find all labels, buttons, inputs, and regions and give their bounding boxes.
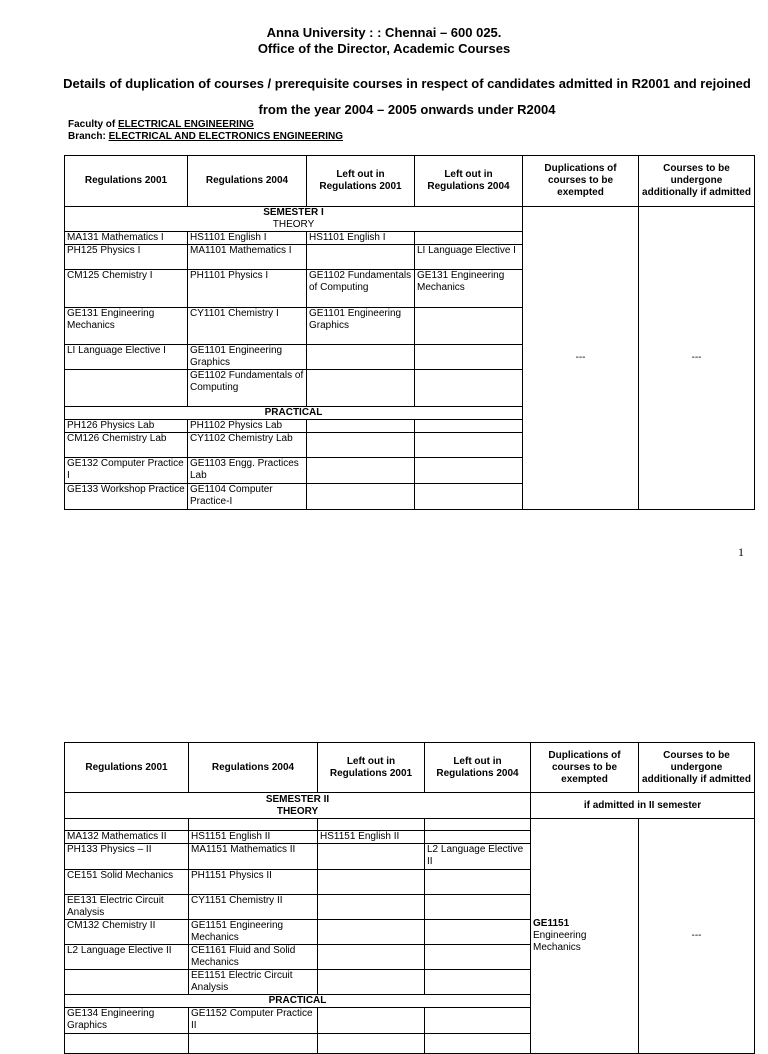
semester-label: SEMESTER I [263, 207, 324, 218]
duplication-course: Engineering Mechanics [533, 930, 587, 953]
table-cell: GE1101 Engineering Graphics [188, 345, 307, 370]
col-header: Left out in Regulations 2001 [307, 156, 415, 207]
table-cell [425, 970, 531, 995]
table-cell: EE1151 Electric Circuit Analysis [189, 970, 318, 995]
table-cell: CE151 Solid Mechanics [65, 870, 189, 895]
table-cell [425, 1008, 531, 1034]
col-header: Regulations 2004 [188, 156, 307, 207]
table-cell: GE132 Computer Practice I [65, 458, 188, 484]
faculty-line [68, 119, 254, 131]
additional-courses-cell: --- [639, 819, 755, 1054]
practical-label: PRACTICAL [65, 407, 523, 420]
theory-label: THEORY [272, 219, 315, 230]
duplications-cell: --- [523, 207, 639, 510]
faculty-label: Faculty of [68, 119, 119, 130]
table-cell: PH1101 Physics I [188, 270, 307, 308]
table-cell [307, 420, 415, 433]
table-cell: GE1152 Computer Practice II [189, 1008, 318, 1034]
table-cell [307, 245, 415, 270]
table-cell: PH1151 Physics II [189, 870, 318, 895]
table-cell [318, 895, 425, 920]
table-cell: CY1101 Chemistry I [188, 308, 307, 345]
table-cell: GE133 Workshop Practice [65, 484, 188, 510]
semester-heading [65, 793, 531, 819]
branch-label: Branch: [68, 131, 109, 142]
table-cell: PH126 Physics Lab [65, 420, 188, 433]
table-cell: CY1102 Chemistry Lab [188, 433, 307, 458]
table-cell: GE1102 Fundamentals of Computing [188, 370, 307, 407]
table-cell [415, 420, 523, 433]
table-cell: PH133 Physics – II [65, 844, 189, 870]
duplication-code: GE1151 [533, 918, 570, 929]
table-cell: GE131 Engineering Mechanics [415, 270, 523, 308]
table-cell: LI Language Elective I [65, 345, 188, 370]
faculty-value: ELECTRICAL ENGINEERING [118, 119, 254, 130]
table-cell: MA1101 Mathematics I [188, 245, 307, 270]
table-cell [415, 232, 523, 245]
table-cell [318, 970, 425, 995]
table-cell: GE131 Engineering Mechanics [65, 308, 188, 345]
document-title: Details of duplication of courses / prerequisite courses in respect of candidates admitted in R2001 and rejoined from the year 2004 – 2005 onwards under R2004 [63, 76, 751, 117]
col-header: Regulations 2001 [65, 156, 188, 207]
table-cell: GE1151 Engineering Mechanics [189, 920, 318, 945]
theory-label: THEORY [276, 805, 319, 817]
table-cell: LI Language Elective I [415, 245, 523, 270]
table-cell [425, 831, 531, 844]
table-cell [307, 433, 415, 458]
table-header-row [65, 743, 755, 793]
table-cell [425, 895, 531, 920]
table-cell: MA131 Mathematics I [65, 232, 188, 245]
page-number: 1 [738, 545, 744, 559]
table-cell [415, 308, 523, 345]
col-header: Duplications of courses to be exempted [531, 743, 639, 793]
table-cell [415, 484, 523, 510]
table-cell: EE131 Electric Circuit Analysis [65, 895, 189, 920]
semester-2-table [64, 742, 755, 1054]
table-cell: GE1103 Engg. Practices Lab [188, 458, 307, 484]
table-cell [415, 370, 523, 407]
table-cell: CE1161 Fluid and Solid Mechanics [189, 945, 318, 970]
table-cell [425, 870, 531, 895]
table-cell [425, 920, 531, 945]
table-cell [307, 345, 415, 370]
table-cell: PH125 Physics I [65, 245, 188, 270]
branch-line [68, 131, 343, 143]
semester-label: SEMESTER II [265, 793, 330, 805]
table-cell: GE134 Engineering Graphics [65, 1008, 189, 1034]
additional-courses-cell: --- [639, 207, 755, 510]
col-header: Left out in Regulations 2001 [318, 743, 425, 793]
university-name: Anna University : : Chennai – 600 025. [266, 25, 502, 40]
col-header: Courses to be undergone additionally if admitted [639, 156, 755, 207]
table-cell: HS1151 English II [318, 831, 425, 844]
table-cell [307, 484, 415, 510]
table-cell [318, 920, 425, 945]
semester-1-table [64, 155, 755, 510]
table-cell: GE1104 Computer Practice-I [188, 484, 307, 510]
if-admitted-label: if admitted in II semester [531, 793, 755, 819]
table-cell: PH1102 Physics Lab [188, 420, 307, 433]
col-header: Duplications of courses to be exempted [523, 156, 639, 207]
office-name: Office of the Director, Academic Courses [257, 41, 511, 56]
table-cell [65, 370, 188, 407]
table-cell: HS1151 English II [189, 831, 318, 844]
duplications-cell [531, 819, 639, 1054]
table-cell: CY1151 Chemistry II [189, 895, 318, 920]
col-header: Courses to be undergone additionally if admitted [639, 743, 755, 793]
col-header: Regulations 2004 [189, 743, 318, 793]
semester-heading [65, 207, 523, 232]
table-cell [318, 870, 425, 895]
table-cell [307, 370, 415, 407]
table-cell [415, 433, 523, 458]
table-cell: CM132 Chemistry II [65, 920, 189, 945]
table-cell: L2 Language Elective II [425, 844, 531, 870]
practical-label: PRACTICAL [65, 995, 531, 1008]
table-cell [425, 945, 531, 970]
table-cell: CM125 Chemistry I [65, 270, 188, 308]
table-cell: GE1101 Engineering Graphics [307, 308, 415, 345]
branch-value: ELECTRICAL AND ELECTRONICS ENGINEERING [108, 131, 344, 142]
table-cell: HS1101 English I [307, 232, 415, 245]
col-header: Left out in Regulations 2004 [415, 156, 523, 207]
table-cell [65, 970, 189, 995]
table-cell [318, 945, 425, 970]
table-cell [415, 345, 523, 370]
col-header: Left out in Regulations 2004 [425, 743, 531, 793]
table-cell: MA1151 Mathematics II [189, 844, 318, 870]
table-cell [307, 458, 415, 484]
table-cell: GE1102 Fundamentals of Computing [307, 270, 415, 308]
table-header-row [65, 156, 755, 207]
table-cell [318, 844, 425, 870]
table-cell: MA132 Mathematics II [65, 831, 189, 844]
col-header: Regulations 2001 [65, 743, 189, 793]
table-cell: HS1101 English I [188, 232, 307, 245]
table-cell [318, 1008, 425, 1034]
table-cell: L2 Language Elective II [65, 945, 189, 970]
table-cell: CM126 Chemistry Lab [65, 433, 188, 458]
table-cell [415, 458, 523, 484]
